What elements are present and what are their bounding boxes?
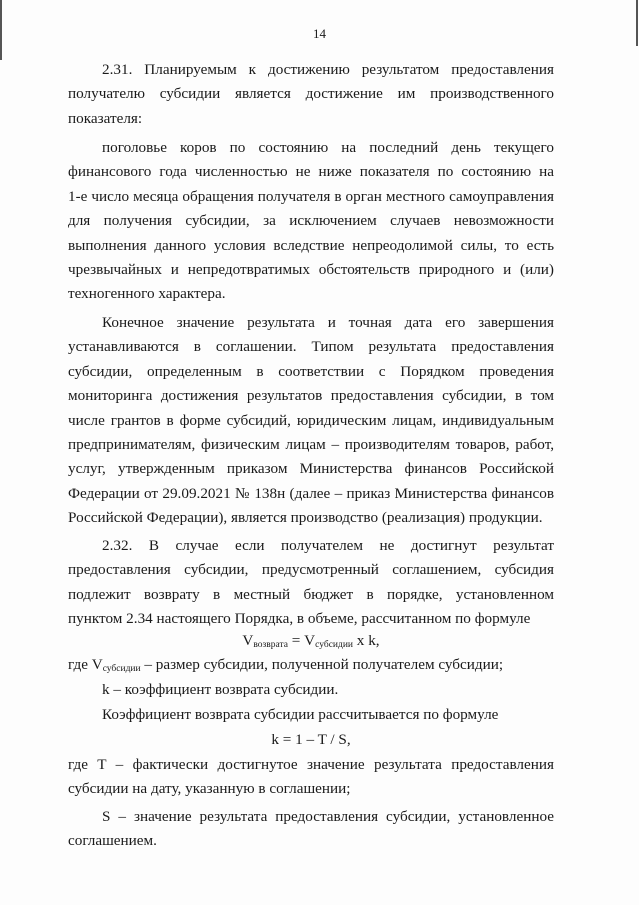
paragraph-2-32 bbox=[68, 534, 554, 632]
coefficient-intro bbox=[68, 703, 554, 727]
text-line: 2.31. Планируемым к достижению результатом предоставления bbox=[102, 61, 554, 78]
text-line: k – коэффициент возврата субсидии. bbox=[102, 681, 339, 698]
scan-edge-mark-left bbox=[0, 0, 2, 60]
text-line: выполнения данного условия вследствие непреодолимой силы, то есть bbox=[68, 236, 554, 254]
definition-k bbox=[68, 678, 554, 702]
where-v-text: – размер субсидии, полученной получателем субсидии; bbox=[140, 656, 504, 673]
definition-t bbox=[68, 753, 554, 802]
text-line: услуг, утвержденным приказом Министерства финансов Российской bbox=[68, 460, 554, 478]
text-line: техногенного характера. bbox=[68, 285, 226, 303]
text-line: поголовье коров по состоянию на последний день текущего bbox=[102, 139, 554, 156]
text-line: субсидии, определенным в соответствии с Порядком проведения bbox=[68, 362, 554, 380]
text-line: соглашением. bbox=[68, 832, 157, 850]
text-line: Федерации от 29.09.2021 № 138н (далее – приказ Министерства финансов bbox=[68, 484, 554, 502]
text-line: где T – фактически достигнутое значение результата предоставления bbox=[68, 756, 554, 773]
text-line: устанавливаются в соглашении. Типом результата предоставления bbox=[68, 338, 554, 356]
text-line: пунктом 2.34 настоящего Порядка, в объеме, рассчитанном по формуле bbox=[68, 610, 531, 628]
page-number: 14 bbox=[313, 26, 326, 41]
text-line: получателю субсидии является достижение им производственного bbox=[68, 85, 554, 103]
scan-edge-mark-right bbox=[636, 0, 638, 46]
formula-eq: = V bbox=[288, 632, 316, 649]
formula-refund bbox=[68, 629, 554, 653]
text-line: финансового года численностью не ниже показателя по состоянию на bbox=[68, 163, 554, 181]
text-line: предпринимателям, физическим лицам – производителям товаров, работ, bbox=[68, 436, 554, 454]
text-line: Российской Федерации), является производство (реализация) продукции. bbox=[68, 509, 543, 527]
text-line: подлежит возврату в местный бюджет в порядке, установленном bbox=[68, 585, 554, 603]
text-line: S – значение результата предоставления субсидии, установленное bbox=[102, 808, 554, 825]
text-line: для получения субсидии, за исключением случаев невозможности bbox=[68, 212, 554, 230]
paragraph-cows-indicator bbox=[68, 136, 554, 307]
paragraph-2-31 bbox=[68, 58, 554, 131]
formula-coefficient bbox=[68, 728, 554, 752]
definition-s bbox=[68, 805, 554, 854]
text-line: Коэффициент возврата субсидии рассчитывается по формуле bbox=[102, 706, 499, 723]
formula-k: k = 1 – T / S, bbox=[271, 731, 351, 748]
where-v-prefix: где V bbox=[68, 656, 103, 673]
formula-rest: x k, bbox=[353, 632, 380, 649]
text-line: Конечное значение результата и точная дата его завершения bbox=[102, 314, 554, 331]
text-line: 2.32. В случае если получателем не достигнут результат bbox=[102, 537, 554, 554]
definition-v-subsidy bbox=[68, 653, 554, 677]
text-line: показателя: bbox=[68, 109, 143, 127]
text-line: чрезвычайных и непредотвратимых обстоятельств природного и (или) bbox=[68, 261, 554, 279]
text-line: 1-е число месяца обращения получателя в орган местного самоуправления bbox=[68, 187, 554, 205]
text-line: числе грантов в форме субсидий, юридическим лицам, индивидуальным bbox=[68, 411, 554, 429]
text-line: мониторинга достижения результатов предоставления субсидии, в том bbox=[68, 387, 554, 405]
text-line: субсидии на дату, указанную в соглашении; bbox=[68, 780, 351, 798]
paragraph-final-value bbox=[68, 311, 554, 531]
formula-sub-refund: возврата bbox=[253, 640, 288, 650]
formula-v: V bbox=[242, 632, 254, 649]
formula-sub-subsidy: субсидии bbox=[315, 640, 353, 650]
where-v-sub: субсидии bbox=[102, 664, 141, 674]
text-line: предоставления субсидии, предусмотренный соглашением, субсидия bbox=[68, 561, 554, 579]
